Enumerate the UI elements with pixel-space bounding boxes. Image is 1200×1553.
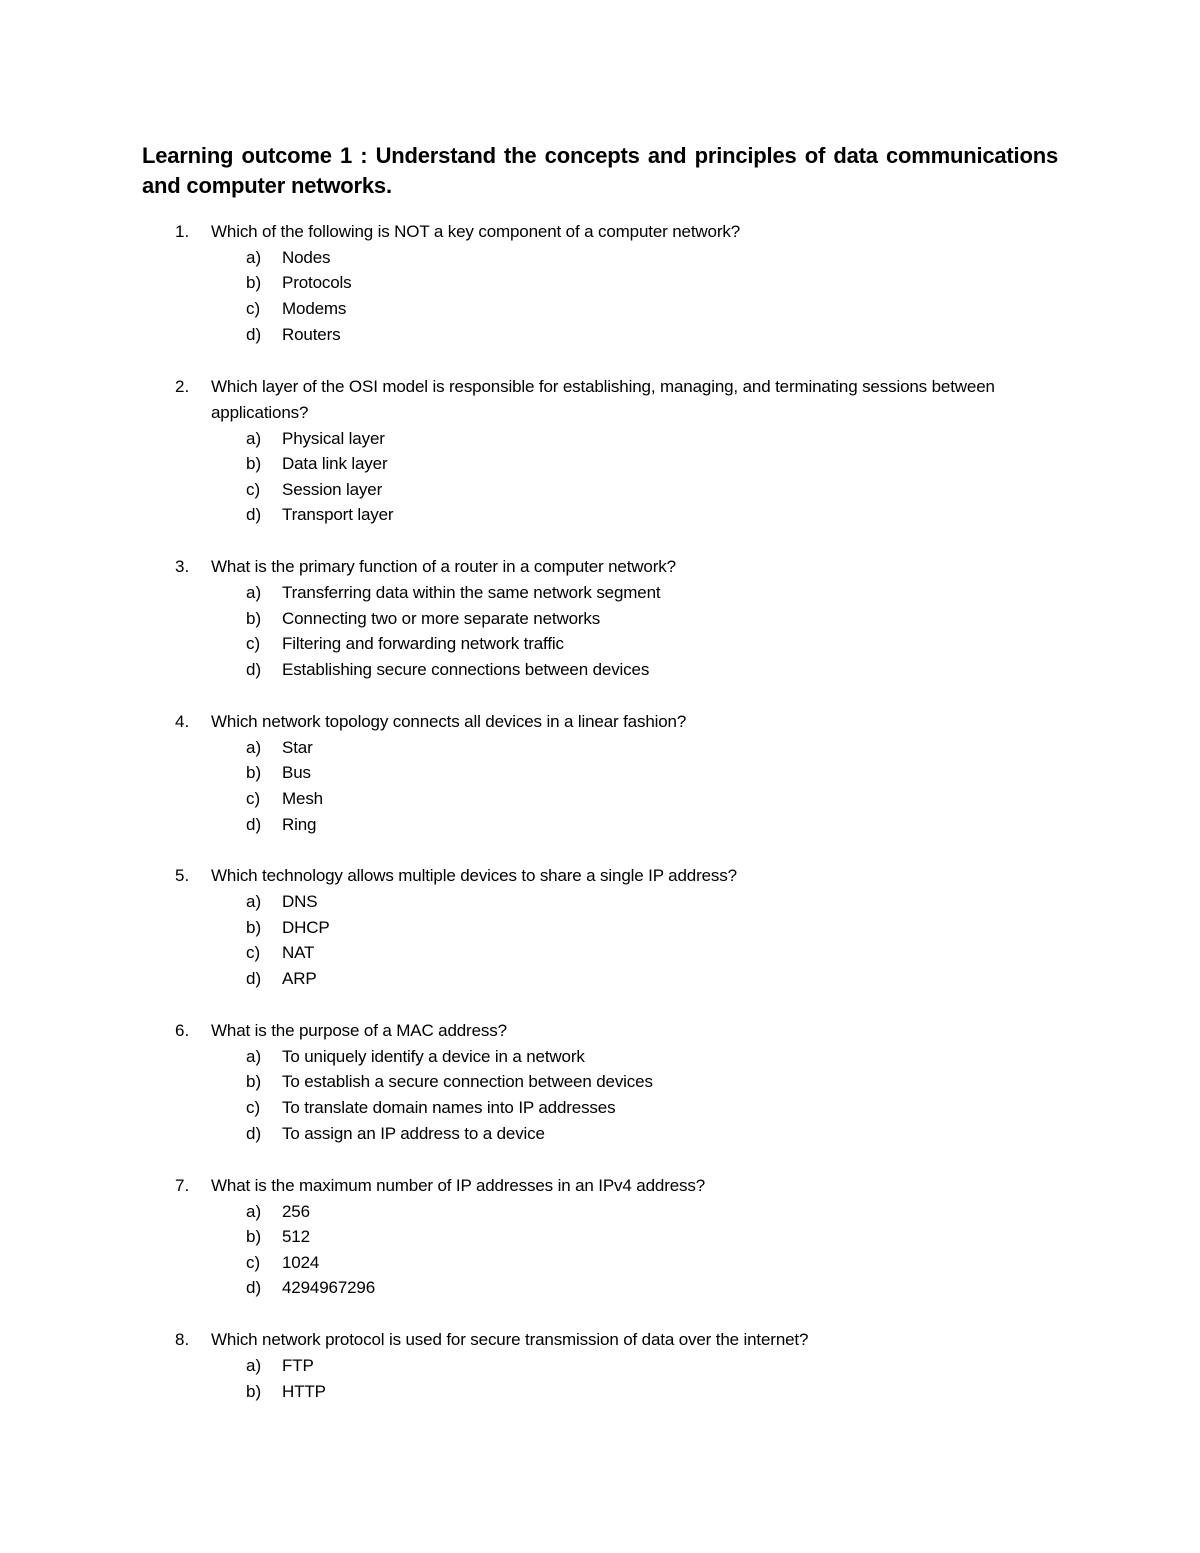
option-text: Modems — [282, 299, 347, 318]
answer-option — [0, 245, 1200, 271]
option-text: HTTP — [282, 1382, 326, 1401]
option-letter: d) — [246, 969, 262, 988]
question-number: 5. — [175, 866, 190, 885]
option-text: Data link layer — [282, 454, 388, 473]
question-text: What is the primary function of a router in a computer network? — [211, 557, 676, 576]
learning-outcome-heading: Learning outcome 1 : Understand the concepts and principles of data communications and computer networks. — [142, 143, 1058, 198]
option-text: To uniquely identify a device in a network — [282, 1047, 585, 1066]
option-letter: c) — [246, 789, 261, 808]
option-text: 512 — [282, 1227, 310, 1246]
answer-option — [0, 426, 1200, 452]
answer-option — [0, 1250, 1200, 1276]
option-text: Transport layer — [282, 505, 394, 524]
answer-option — [0, 451, 1200, 477]
option-text: FTP — [282, 1356, 314, 1375]
option-letter: b) — [246, 1072, 262, 1091]
option-letter: a) — [246, 1202, 262, 1221]
question-number: 3. — [175, 557, 190, 576]
question-text: Which layer of the OSI model is responsible for establishing, managing, and terminating sessions between applications? — [211, 377, 995, 422]
answer-option — [0, 1275, 1200, 1301]
option-text: Protocols — [282, 273, 352, 292]
option-text: Routers — [282, 325, 341, 344]
option-letter: d) — [246, 660, 262, 679]
question-number: 6. — [175, 1021, 190, 1040]
answer-option — [0, 1224, 1200, 1250]
option-letter: a) — [246, 583, 262, 602]
question-line — [0, 709, 1200, 735]
question-text: What is the maximum number of IP addresses in an IPv4 address? — [211, 1176, 706, 1195]
option-letter: a) — [246, 892, 262, 911]
answer-option — [0, 322, 1200, 348]
option-letter: d) — [246, 815, 262, 834]
answer-option — [0, 1379, 1200, 1405]
question-line — [0, 1327, 1200, 1353]
question-text: Which network topology connects all devices in a linear fashion? — [211, 712, 687, 731]
question-number: 1. — [175, 222, 190, 241]
option-text: Transferring data within the same network segment — [282, 583, 661, 602]
option-text: ARP — [282, 969, 317, 988]
answer-option — [0, 606, 1200, 632]
question-text: Which network protocol is used for secure transmission of data over the internet? — [211, 1330, 809, 1349]
option-text: Physical layer — [282, 429, 385, 448]
option-text: 1024 — [282, 1253, 320, 1272]
option-letter: d) — [246, 1278, 262, 1297]
option-letter: a) — [246, 1047, 262, 1066]
question-number: 8. — [175, 1330, 190, 1349]
question-text: What is the purpose of a MAC address? — [211, 1021, 507, 1040]
answer-option — [0, 1121, 1200, 1147]
question-line — [0, 374, 1200, 422]
option-letter: b) — [246, 609, 262, 628]
question-line — [0, 219, 1200, 245]
answer-option — [0, 1044, 1200, 1070]
option-text: Establishing secure connections between devices — [282, 660, 650, 679]
option-letter: a) — [246, 1356, 262, 1375]
option-letter: b) — [246, 1227, 262, 1246]
answer-option — [0, 1069, 1200, 1095]
answer-option — [0, 657, 1200, 683]
option-letter: b) — [246, 273, 262, 292]
answer-option — [0, 760, 1200, 786]
option-text: Connecting two or more separate networks — [282, 609, 601, 628]
answer-option — [0, 786, 1200, 812]
option-letter: d) — [246, 1124, 262, 1143]
question-line — [0, 554, 1200, 580]
option-letter: a) — [246, 738, 262, 757]
option-text: Nodes — [282, 248, 331, 267]
answer-option — [0, 735, 1200, 761]
question-line — [0, 863, 1200, 889]
answer-option — [0, 296, 1200, 322]
option-letter: b) — [246, 918, 262, 937]
answer-option — [0, 966, 1200, 992]
option-letter: b) — [246, 763, 262, 782]
option-text: 4294967296 — [282, 1278, 376, 1297]
option-letter: c) — [246, 943, 261, 962]
answer-option — [0, 502, 1200, 528]
option-text: To establish a secure connection between devices — [282, 1072, 653, 1091]
option-text: DNS — [282, 892, 318, 911]
question-line — [0, 1018, 1200, 1044]
option-text: To translate domain names into IP addresses — [282, 1098, 616, 1117]
option-letter: c) — [246, 1253, 261, 1272]
question-number: 2. — [175, 377, 190, 396]
option-text: To assign an IP address to a device — [282, 1124, 545, 1143]
option-text: Bus — [282, 763, 311, 782]
answer-option — [0, 270, 1200, 296]
option-letter: c) — [246, 299, 261, 318]
option-text: 256 — [282, 1202, 310, 1221]
option-text: Ring — [282, 815, 317, 834]
answer-option — [0, 631, 1200, 657]
option-text: NAT — [282, 943, 315, 962]
option-letter: c) — [246, 634, 261, 653]
answer-option — [0, 889, 1200, 915]
answer-option — [0, 1199, 1200, 1225]
option-letter: d) — [246, 505, 262, 524]
question-number: 4. — [175, 712, 190, 731]
question-text: Which technology allows multiple devices to share a single IP address? — [211, 866, 737, 885]
question-number: 7. — [175, 1176, 190, 1195]
option-letter: d) — [246, 325, 262, 344]
option-text: Star — [282, 738, 313, 757]
answer-option — [0, 915, 1200, 941]
answer-option — [0, 812, 1200, 838]
option-text: Session layer — [282, 480, 383, 499]
answer-option — [0, 1095, 1200, 1121]
answer-option — [0, 477, 1200, 503]
answer-option — [0, 1353, 1200, 1379]
question-line — [0, 1173, 1200, 1199]
question-text: Which of the following is NOT a key component of a computer network? — [211, 222, 741, 241]
option-text: Filtering and forwarding network traffic — [282, 634, 564, 653]
answer-option — [0, 580, 1200, 606]
option-letter: b) — [246, 1382, 262, 1401]
option-letter: c) — [246, 1098, 261, 1117]
option-text: Mesh — [282, 789, 323, 808]
option-letter: a) — [246, 248, 262, 267]
option-letter: c) — [246, 480, 261, 499]
option-letter: b) — [246, 454, 262, 473]
answer-option — [0, 940, 1200, 966]
option-letter: a) — [246, 429, 262, 448]
option-text: DHCP — [282, 918, 330, 937]
